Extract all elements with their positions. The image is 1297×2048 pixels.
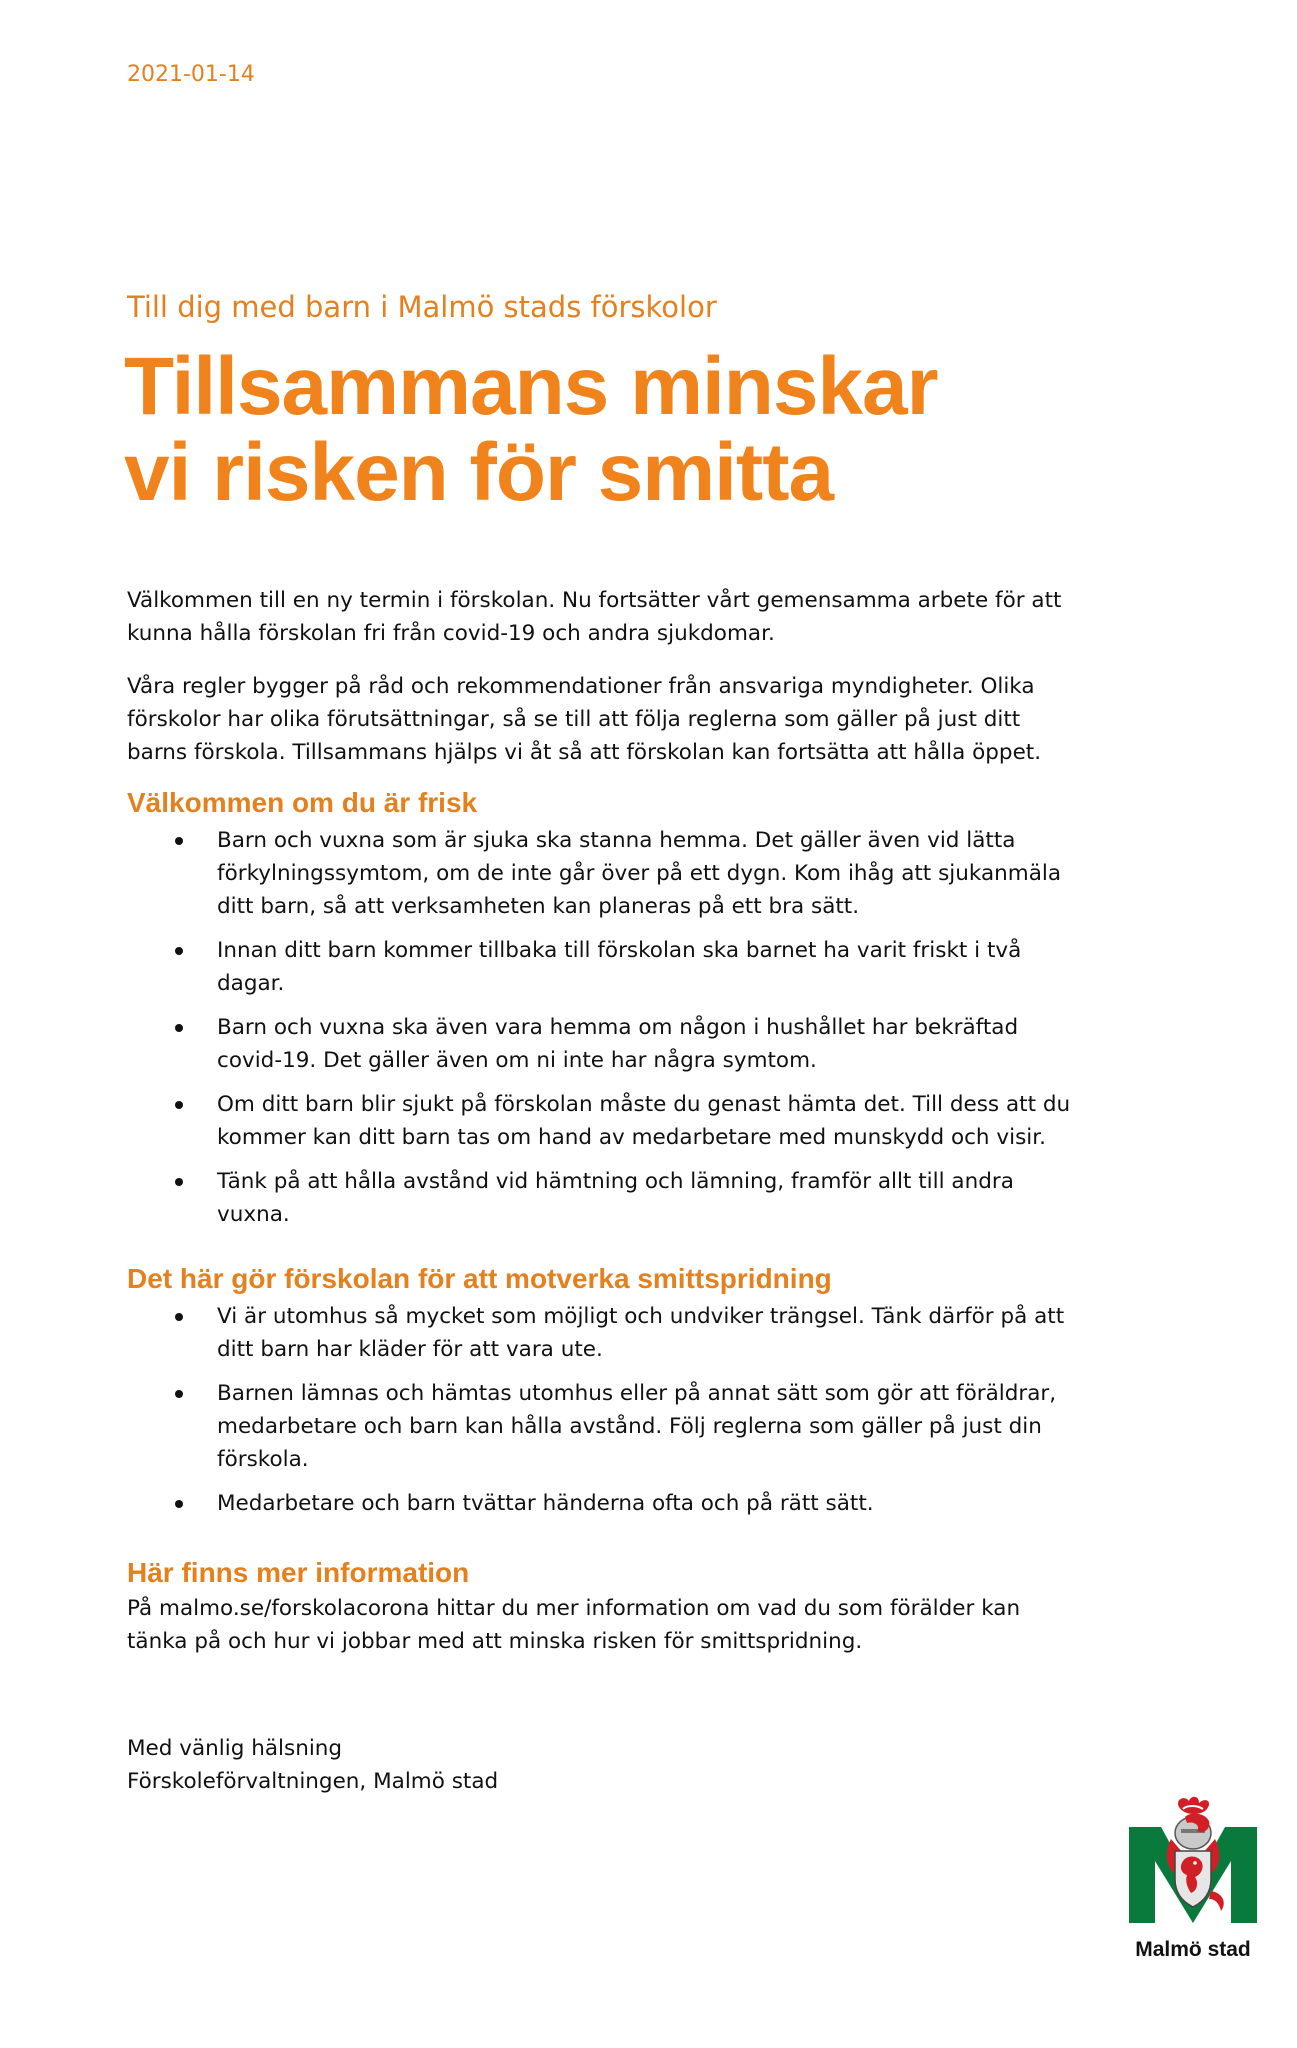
malmo-stad-logo xyxy=(1127,1795,1259,1962)
page-title xyxy=(124,341,938,518)
document-date: 2021-01-14 xyxy=(127,62,255,87)
list-item xyxy=(127,1088,1087,1154)
bullet-icon xyxy=(175,1178,183,1186)
kicker-text: Till dig med barn i Malmö stads förskolor xyxy=(127,290,717,324)
bullet-list xyxy=(127,1300,1087,1520)
list-item-text: Om ditt barn blir sjukt på förskolan måste du genast hämta det. Till dess att du kommer kan ditt barn tas om hand av medarbetare med munskydd och visir. xyxy=(217,1092,1071,1150)
malmo-coat-of-arms-icon xyxy=(1127,1795,1259,1930)
intro-paragraph-2: Våra regler bygger på råd och rekommendationer från ansvariga myndigheter. Olika förskolor har olika förutsättningar, så se till att följa reglerna som gäller på just ditt barns förskola. Tillsammans hjälps vi åt så att förskolan kan fortsätta att hålla öppet. xyxy=(127,674,1042,765)
list-item-text: Barnen lämnas och hämtas utomhus eller på annat sätt som gör att föräldrar, medarbetare och barn kan hålla avstånd. Följ reglerna som gäller på just din förskola. xyxy=(217,1381,1057,1472)
bullet-icon xyxy=(175,1101,183,1109)
list-item-text: Innan ditt barn kommer tillbaka till förskolan ska barnet ha varit friskt i två dagar. xyxy=(217,938,1022,996)
closing-sender: Förskoleförvaltningen, Malmö stad xyxy=(127,1769,499,1794)
bullet-icon xyxy=(175,947,183,955)
list-item xyxy=(127,1377,1087,1476)
title-line-2: vi risken för smitta xyxy=(124,427,834,518)
list-item xyxy=(127,1300,1087,1366)
bullet-icon xyxy=(175,1313,183,1321)
bullet-icon xyxy=(175,1500,183,1508)
section-info xyxy=(127,1556,1087,1658)
section-heading: Här finns mer information xyxy=(127,1557,470,1588)
closing-greeting: Med vänlig hälsning xyxy=(127,1736,343,1761)
bullet-list xyxy=(127,824,1087,1231)
list-item-text: Barn och vuxna som är sjuka ska stanna hemma. Det gäller även vid lätta förkylningssymtom, om de inte går över på ett dygn. Kom ihåg att sjukanmäla ditt barn, så att verksamheten kan planeras på ett bra sätt. xyxy=(217,828,1062,919)
section-heading: Det här gör förskolan för att motverka smittspridning xyxy=(127,1263,832,1294)
list-item xyxy=(127,1165,1087,1231)
info-text: På malmo.se/forskolacorona hittar du mer information om vad du som förälder kan tänka på och hur vi jobbar med att minska risken för smittspridning. xyxy=(127,1596,1021,1654)
list-item xyxy=(127,1011,1087,1077)
list-item-text: Barn och vuxna ska även vara hemma om någon i hushållet har bekräftad covid-19. Det gäller även om ni inte har några symtom. xyxy=(217,1015,1019,1073)
section-forskolan xyxy=(127,1262,1087,1531)
intro xyxy=(127,584,1087,789)
list-item xyxy=(127,1487,1087,1520)
bullet-icon xyxy=(175,1024,183,1032)
list-item-text: Medarbetare och barn tvättar händerna ofta och på rätt sätt. xyxy=(217,1491,874,1516)
bullet-icon xyxy=(175,837,183,845)
list-item-text: Vi är utomhus så mycket som möjligt och undviker trängsel. Tänk därför på att ditt barn har kläder för att vara ute. xyxy=(217,1304,1065,1362)
list-item xyxy=(127,934,1087,1000)
intro-paragraph-1: Välkommen till en ny termin i förskolan. Nu fortsätter vårt gemensamma arbete för att kunna hålla förskolan fri från covid-19 och andra sjukdomar. xyxy=(127,588,1062,646)
list-item xyxy=(127,824,1087,923)
logo-text: Malmö stad xyxy=(1135,1938,1251,1961)
title-line-1: Tillsammans minskar xyxy=(124,341,938,432)
section-frisk xyxy=(127,786,1087,1242)
section-heading: Välkommen om du är frisk xyxy=(127,787,478,818)
closing xyxy=(127,1732,498,1798)
list-item-text: Tänk på att hålla avstånd vid hämtning och lämning, framför allt till andra vuxna. xyxy=(217,1169,1014,1227)
bullet-icon xyxy=(175,1390,183,1398)
